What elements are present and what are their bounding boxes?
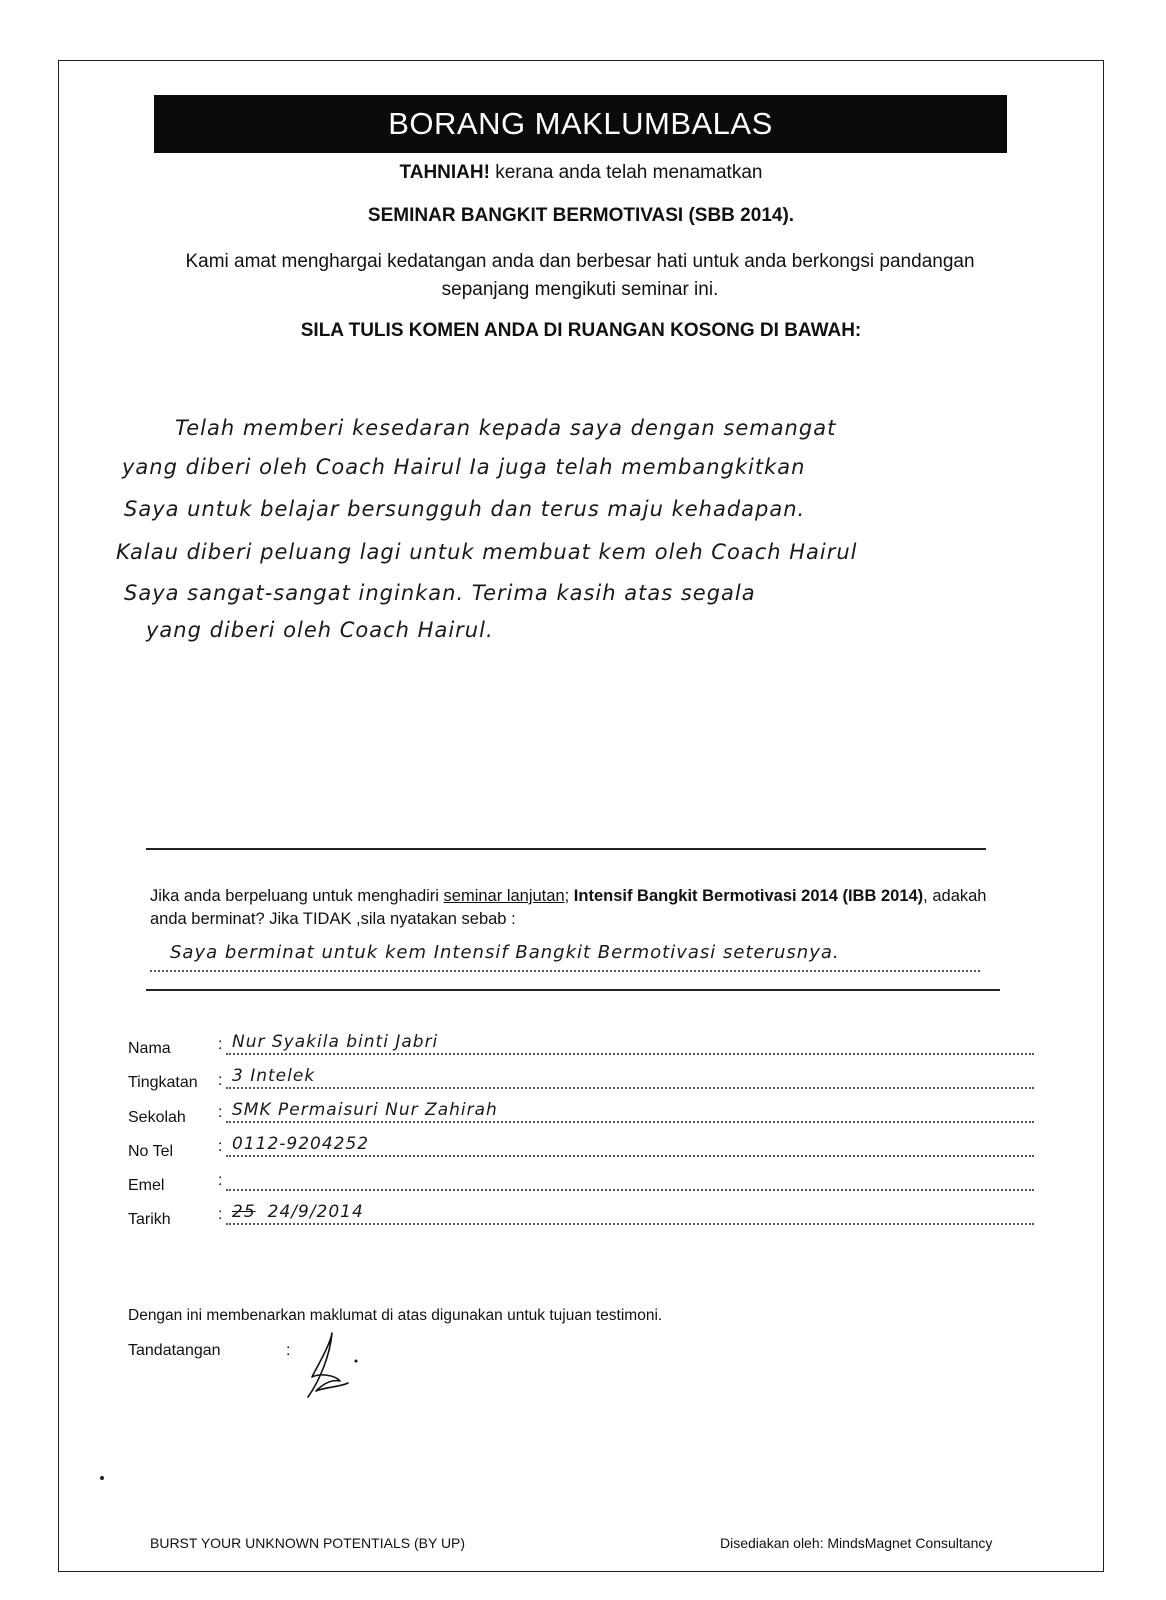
tingkatan-label: Tingkatan: [128, 1074, 198, 1091]
sekolah-label: Sekolah: [128, 1109, 186, 1126]
answer-line[interactable]: [150, 942, 980, 972]
nama-label: Nama: [128, 1040, 171, 1057]
form-title-text: BORANG MAKLUMBALAS: [388, 106, 773, 141]
comment-line-2: yang diberi oleh Coach Hairul Ia juga telah membangkitkan: [122, 455, 806, 479]
signature-image[interactable]: [290, 1325, 370, 1405]
notel-colon: :: [218, 1138, 223, 1155]
notel-field[interactable]: [226, 1135, 1034, 1157]
sekolah-field[interactable]: [226, 1101, 1034, 1123]
comment-line-6: yang diberi oleh Coach Hairul.: [146, 618, 494, 642]
congrats-text: kerana anda telah menamatkan: [489, 162, 763, 183]
tarikh-struck: 25: [232, 1202, 256, 1222]
comment-line-5: Saya sangat-sangat inginkan. Terima kasih atas segala: [124, 581, 756, 605]
nama-field[interactable]: [226, 1033, 1034, 1055]
notel-label: No Tel: [128, 1143, 174, 1160]
comment-line-3: Saya untuk belajar bersungguh dan terus maju kehadapan.: [124, 497, 806, 521]
thanks-paragraph: Kami amat menghargai kedatangan anda dan berbesar hati untuk anda berkongsi pandangan sepanjang mengikuti seminar ini.: [185, 251, 975, 300]
nama-colon: :: [218, 1036, 223, 1053]
tarikh-value-wrap: [232, 1202, 364, 1222]
emel-field[interactable]: [226, 1169, 1034, 1191]
question-text-2: ;: [564, 887, 574, 905]
tarikh-field[interactable]: [226, 1203, 1034, 1225]
answer-text: Saya berminat untuk kem Intensif Bangkit Bermotivasi seterusnya.: [170, 942, 840, 963]
sekolah-value: SMK Permaisuri Nur Zahirah: [232, 1100, 498, 1120]
tingkatan-colon: :: [218, 1072, 223, 1089]
question-underlined: seminar lanjutan: [443, 887, 565, 905]
nama-value: Nur Syakila binti Jabri: [232, 1032, 439, 1052]
instruction-heading: SILA TULIS KOMEN ANDA DI RUANGAN KOSONG DI BAWAH:: [300, 320, 862, 341]
divider-top: [146, 848, 986, 850]
question-bold: Intensif Bangkit Bermotivasi 2014 (IBB 2014): [573, 887, 924, 905]
signature-label: Tandatangan: [128, 1342, 221, 1359]
follow-up-question: [150, 885, 1012, 931]
comment-line-1: Telah memberi kesedaran kepada saya dengan semangat: [175, 416, 837, 440]
congratulations-line: [58, 162, 1104, 184]
confirmation-text: Dengan ini membenarkan maklumat di atas digunakan untuk tujuan testimoni.: [128, 1307, 663, 1324]
congrats-bold: TAHNIAH!: [399, 162, 490, 183]
question-text-1: Jika anda berpeluang untuk menghadiri: [150, 887, 444, 905]
tarikh-label: Tarikh: [128, 1211, 171, 1228]
emel-label: Emel: [128, 1177, 165, 1194]
signature-colon: :: [286, 1342, 291, 1359]
emel-colon: :: [218, 1172, 223, 1189]
footer-credit: Disediakan oleh: MindsMagnet Consultancy: [720, 1535, 993, 1551]
comment-line-4: Kalau diberi peluang lagi untuk membuat kem oleh Coach Hairul: [116, 540, 858, 564]
tarikh-colon: :: [218, 1206, 223, 1223]
tingkatan-field[interactable]: [226, 1067, 1034, 1089]
form-title: [154, 95, 1007, 153]
seminar-name: SEMINAR BANGKIT BERMOTIVASI (SBB 2014).: [367, 205, 795, 226]
scan-speck: [100, 1476, 104, 1480]
divider-bottom: [146, 989, 1000, 991]
question-text-3: , adakah anda berminat? Jika TIDAK ,sila nyatakan sebab :: [150, 887, 987, 928]
tarikh-value: 24/9/2014: [267, 1202, 364, 1222]
sekolah-colon: :: [218, 1104, 223, 1121]
footer-tagline: BURST YOUR UNKNOWN POTENTIALS (BY UP): [150, 1535, 466, 1551]
tingkatan-value: 3 Intelek: [232, 1066, 316, 1086]
notel-value: 0112-9204252: [232, 1134, 370, 1154]
